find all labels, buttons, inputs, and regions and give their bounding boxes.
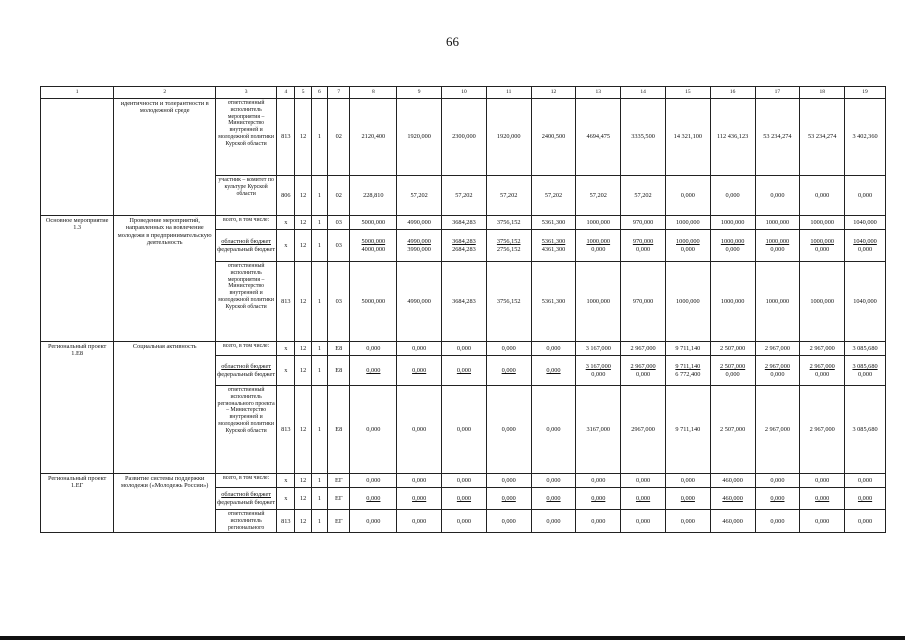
- year-amount-cell: 0,000: [845, 176, 886, 216]
- column-header-11: 11: [486, 87, 531, 99]
- regional-amount: 1000,000: [676, 238, 700, 246]
- year-amount-cell: 57,202: [486, 176, 531, 216]
- regional-budget-label: областной бюджет: [221, 363, 271, 371]
- year-amount-cell: 3 085,680: [845, 342, 886, 356]
- section-cell: 12: [295, 262, 311, 342]
- regional-amount: 3684,283: [452, 238, 476, 246]
- year-amount-cell: [576, 488, 621, 510]
- year-amount-cell: 2 967,000: [755, 386, 800, 474]
- regional-amount: 970,000: [632, 238, 654, 246]
- year-amount-cell: 0,000: [397, 386, 442, 474]
- funding-source-cell: [216, 488, 277, 510]
- executor-cell: всего, в том числе:: [216, 216, 277, 230]
- year-amount-cell: 3756,152: [486, 262, 531, 342]
- table-row: [41, 474, 886, 488]
- year-amount-cell: 5361,300: [531, 262, 576, 342]
- column-header-18: 18: [800, 87, 845, 99]
- activity-code-cell: Региональный проект 1.ЕГ: [41, 474, 114, 533]
- year-amount-cell: 1000,000: [755, 216, 800, 230]
- regional-amount: 0,000: [412, 494, 427, 502]
- subsection-cell: 1: [311, 262, 327, 342]
- section-cell: 12: [295, 386, 311, 474]
- year-amount-cell: [800, 230, 845, 262]
- regional-amount: 5000,000: [361, 238, 386, 246]
- column-header-1: 1: [41, 87, 114, 99]
- subsection-cell: 1: [311, 474, 327, 488]
- activity-code-cell: Основное мероприятие 1.3: [41, 216, 114, 342]
- regional-amount: 5361,300: [541, 238, 566, 246]
- year-amount-cell: 2 967,000: [621, 342, 666, 356]
- federal-amount: 0,000: [857, 370, 873, 378]
- year-amount-cell: 2120,400: [350, 99, 397, 176]
- table-row: [41, 342, 886, 356]
- year-amount-cell: 2 507,000: [710, 342, 755, 356]
- subsection-cell: 1: [311, 386, 327, 474]
- year-amount-cell: 970,000: [621, 262, 666, 342]
- year-amount-cell: 0,000: [710, 176, 755, 216]
- federal-amount: 0,000: [635, 370, 651, 378]
- regional-amount: 0,000: [857, 494, 873, 502]
- year-amount-cell: 2400,500: [531, 99, 576, 176]
- year-amount-cell: 1000,000: [665, 216, 710, 230]
- gr-code-cell: х: [277, 230, 295, 262]
- activity-code-cell: Региональный проект 1.Е8: [41, 342, 114, 474]
- activity-name-cell: Социальная активность: [114, 342, 216, 474]
- subsection-cell: 1: [311, 488, 327, 510]
- page-number: 66: [446, 34, 459, 49]
- regional-amount: 0,000: [680, 494, 695, 502]
- regional-budget-label: областной бюджет: [221, 491, 271, 499]
- year-amount-cell: 0,000: [576, 510, 621, 533]
- regional-amount: 1000,000: [586, 238, 611, 246]
- year-amount-cell: 1040,000: [845, 216, 886, 230]
- regional-amount: 460,000: [722, 494, 743, 502]
- year-amount-cell: [442, 230, 487, 262]
- gr-code-cell: 813: [277, 510, 295, 533]
- year-amount-cell: 0,000: [442, 474, 487, 488]
- regional-amount: 2 967,000: [809, 363, 835, 371]
- column-header-10: 10: [442, 87, 487, 99]
- subsection-cell: 1: [311, 356, 327, 386]
- column-header-16: 16: [710, 87, 755, 99]
- federal-amount: 0,000: [591, 370, 606, 378]
- year-amount-cell: 0,000: [665, 510, 710, 533]
- program-code-cell: ЕГ: [328, 474, 350, 488]
- gr-code-cell: 813: [277, 99, 295, 176]
- column-header-17: 17: [755, 87, 800, 99]
- executor-cell: ответственный исполнитель мероприятия – Министерство внутренней и молодежной политики Курской области: [216, 262, 277, 342]
- year-amount-cell: [621, 488, 666, 510]
- regional-amount: 3 085,680: [852, 363, 878, 371]
- year-amount-cell: 0,000: [531, 510, 576, 533]
- regional-amount: 0,000: [501, 494, 516, 502]
- year-amount-cell: 4694,475: [576, 99, 621, 176]
- executor-cell: всего, в том числе:: [216, 474, 277, 488]
- year-amount-cell: 0,000: [486, 510, 531, 533]
- year-amount-cell: 1920,000: [397, 99, 442, 176]
- executor-cell: участник – комитет по культуре Курской области: [216, 176, 277, 216]
- year-amount-cell: [486, 230, 531, 262]
- subsection-cell: 1: [311, 216, 327, 230]
- gr-code-cell: 813: [277, 386, 295, 474]
- regional-amount: 0,000: [501, 366, 516, 374]
- year-amount-cell: [397, 356, 442, 386]
- column-header-4: 4: [277, 87, 295, 99]
- year-amount-cell: 460,000: [710, 474, 755, 488]
- year-amount-cell: 3756,152: [486, 216, 531, 230]
- year-amount-cell: [710, 488, 755, 510]
- year-amount-cell: 2 507,000: [710, 386, 755, 474]
- year-amount-cell: 5000,000: [350, 262, 397, 342]
- regional-amount: 0,000: [366, 366, 381, 374]
- year-amount-cell: 2967,000: [621, 386, 666, 474]
- year-amount-cell: 3167,000: [576, 386, 621, 474]
- gr-code-cell: х: [277, 216, 295, 230]
- federal-amount: 0,000: [770, 370, 785, 378]
- subsection-cell: 1: [311, 230, 327, 262]
- federal-amount: 2756,152: [496, 245, 521, 253]
- column-header-5: 5: [295, 87, 311, 99]
- year-amount-cell: 9 711,140: [665, 386, 710, 474]
- activity-code-cell: [41, 99, 114, 216]
- federal-amount: 4000,000: [361, 245, 386, 253]
- section-cell: 12: [295, 99, 311, 176]
- year-amount-cell: 5361,300: [531, 216, 576, 230]
- regional-budget-label: областной бюджет: [221, 238, 271, 246]
- regional-amount: 0,000: [412, 366, 427, 374]
- year-amount-cell: 0,000: [397, 474, 442, 488]
- federal-amount: 0,000: [815, 245, 830, 253]
- column-header-3: 3: [216, 87, 277, 99]
- year-amount-cell: 3 085,680: [845, 386, 886, 474]
- funding-source-cell: [216, 356, 277, 386]
- year-amount-cell: 1040,000: [845, 262, 886, 342]
- year-amount-cell: [397, 488, 442, 510]
- program-code-cell: Е8: [328, 342, 350, 356]
- executor-cell: ответственный исполнитель регионального: [216, 510, 277, 533]
- year-amount-cell: 53 234,274: [755, 99, 800, 176]
- section-cell: 12: [295, 510, 311, 533]
- year-amount-cell: [710, 230, 755, 262]
- regional-amount: 0,000: [366, 494, 381, 502]
- gr-code-cell: х: [277, 356, 295, 386]
- year-amount-cell: [486, 488, 531, 510]
- year-amount-cell: 2300,000: [442, 99, 487, 176]
- regional-amount: 1000,000: [720, 238, 745, 246]
- year-amount-cell: [845, 356, 886, 386]
- program-code-cell: 03: [328, 230, 350, 262]
- column-header-2: 2: [114, 87, 216, 99]
- year-amount-cell: [350, 230, 397, 262]
- year-amount-cell: [755, 488, 800, 510]
- year-amount-cell: 112 436,123: [710, 99, 755, 176]
- year-amount-cell: 9 711,140: [665, 342, 710, 356]
- year-amount-cell: [531, 356, 576, 386]
- year-amount-cell: 53 234,274: [800, 99, 845, 176]
- year-amount-cell: [486, 356, 531, 386]
- year-amount-cell: [442, 488, 487, 510]
- subsection-cell: 1: [311, 176, 327, 216]
- year-amount-cell: [845, 488, 886, 510]
- gr-code-cell: х: [277, 488, 295, 510]
- scan-edge: [0, 636, 905, 640]
- year-amount-cell: 0,000: [531, 342, 576, 356]
- section-cell: 12: [295, 488, 311, 510]
- year-amount-cell: 1000,000: [800, 262, 845, 342]
- regional-amount: 2 507,000: [720, 363, 746, 371]
- regional-amount: 9 711,140: [675, 363, 701, 371]
- year-amount-cell: 1000,000: [755, 262, 800, 342]
- program-code-cell: 02: [328, 176, 350, 216]
- federal-amount: 6 772,400: [675, 370, 701, 378]
- column-header-9: 9: [397, 87, 442, 99]
- year-amount-cell: [531, 488, 576, 510]
- section-cell: 12: [295, 342, 311, 356]
- federal-amount: 0,000: [815, 370, 830, 378]
- year-amount-cell: 57,202: [576, 176, 621, 216]
- year-amount-cell: [755, 356, 800, 386]
- federal-amount: 2684,283: [452, 245, 476, 253]
- table-row: [41, 216, 886, 230]
- year-amount-cell: 0,000: [665, 474, 710, 488]
- year-amount-cell: 0,000: [576, 474, 621, 488]
- subsection-cell: 1: [311, 510, 327, 533]
- year-amount-cell: 0,000: [397, 342, 442, 356]
- year-amount-cell: 0,000: [665, 176, 710, 216]
- year-amount-cell: [576, 356, 621, 386]
- section-cell: 12: [295, 230, 311, 262]
- year-amount-cell: 0,000: [350, 474, 397, 488]
- year-amount-cell: [621, 230, 666, 262]
- federal-amount: 0,000: [770, 245, 785, 253]
- year-amount-cell: 1000,000: [710, 262, 755, 342]
- year-amount-cell: 0,000: [350, 342, 397, 356]
- year-amount-cell: [350, 488, 397, 510]
- year-amount-cell: 0,000: [800, 510, 845, 533]
- year-amount-cell: 0,000: [800, 474, 845, 488]
- year-amount-cell: 57,202: [397, 176, 442, 216]
- federal-amount: 0,000: [635, 245, 651, 253]
- year-amount-cell: 0,000: [531, 386, 576, 474]
- year-amount-cell: 4990,000: [397, 216, 442, 230]
- year-amount-cell: [800, 488, 845, 510]
- regional-amount: 4990,000: [407, 238, 431, 246]
- year-amount-cell: 0,000: [531, 474, 576, 488]
- activity-name-cell: Развитие системы поддержки молодежи («Молодежь России»): [114, 474, 216, 533]
- year-amount-cell: 2 967,000: [800, 342, 845, 356]
- program-code-cell: Е8: [328, 386, 350, 474]
- program-code-cell: ЕГ: [328, 488, 350, 510]
- year-amount-cell: 0,000: [755, 474, 800, 488]
- regional-amount: 3 167,000: [585, 363, 611, 371]
- regional-amount: 2 967,000: [764, 363, 790, 371]
- year-amount-cell: [397, 230, 442, 262]
- year-amount-cell: 2 967,000: [800, 386, 845, 474]
- federal-amount: 0,000: [591, 245, 606, 253]
- federal-amount: 4361,300: [541, 245, 566, 253]
- year-amount-cell: 1000,000: [710, 216, 755, 230]
- budget-table: [40, 86, 886, 533]
- regional-amount: 2 967,000: [630, 363, 656, 371]
- regional-amount: 3756,152: [496, 238, 521, 246]
- year-amount-cell: [621, 356, 666, 386]
- regional-amount: 1040,000: [853, 238, 877, 246]
- header-row: [41, 87, 886, 99]
- year-amount-cell: 0,000: [486, 342, 531, 356]
- section-cell: 12: [295, 474, 311, 488]
- year-amount-cell: 1920,000: [486, 99, 531, 176]
- regional-amount: 0,000: [546, 494, 561, 502]
- year-amount-cell: 0,000: [442, 510, 487, 533]
- regional-amount: 0,000: [815, 494, 830, 502]
- year-amount-cell: 0,000: [486, 386, 531, 474]
- program-code-cell: 02: [328, 99, 350, 176]
- year-amount-cell: [442, 356, 487, 386]
- year-amount-cell: 0,000: [442, 342, 487, 356]
- year-amount-cell: 3684,283: [442, 216, 487, 230]
- year-amount-cell: 4990,000: [397, 262, 442, 342]
- year-amount-cell: 0,000: [755, 176, 800, 216]
- regional-amount: 0,000: [591, 494, 606, 502]
- gr-code-cell: х: [277, 342, 295, 356]
- subsection-cell: 1: [311, 99, 327, 176]
- regional-amount: 0,000: [770, 494, 785, 502]
- table-body: [41, 99, 886, 533]
- regional-amount: 1000,000: [810, 238, 834, 246]
- column-header-15: 15: [665, 87, 710, 99]
- federal-budget-label: федеральный бюджет: [217, 370, 276, 378]
- executor-cell: всего, в том числе:: [216, 342, 277, 356]
- subsection-cell: 1: [311, 342, 327, 356]
- federal-amount: 0,000: [725, 370, 740, 378]
- executor-cell: ответственный исполнитель мероприятия – Министерство внутренней и молодежной политики Курской области: [216, 99, 277, 176]
- year-amount-cell: 0,000: [800, 176, 845, 216]
- column-header-6: 6: [311, 87, 327, 99]
- year-amount-cell: 0,000: [350, 386, 397, 474]
- regional-amount: 0,000: [456, 366, 472, 374]
- funding-source-cell: [216, 230, 277, 262]
- year-amount-cell: 0,000: [350, 510, 397, 533]
- year-amount-cell: 0,000: [442, 386, 487, 474]
- activity-name-cell: идентичности и толерантности в молодежной среде: [114, 99, 216, 216]
- column-header-7: 7: [328, 87, 350, 99]
- federal-amount: 3990,000: [407, 245, 431, 253]
- year-amount-cell: 57,202: [621, 176, 666, 216]
- column-header-14: 14: [621, 87, 666, 99]
- year-amount-cell: [665, 230, 710, 262]
- year-amount-cell: [531, 230, 576, 262]
- program-code-cell: ЕГ: [328, 510, 350, 533]
- year-amount-cell: [576, 230, 621, 262]
- year-amount-cell: 57,202: [531, 176, 576, 216]
- year-amount-cell: [665, 356, 710, 386]
- year-amount-cell: 0,000: [845, 474, 886, 488]
- year-amount-cell: 3335,500: [621, 99, 666, 176]
- regional-amount: 0,000: [456, 494, 472, 502]
- gr-code-cell: 813: [277, 262, 295, 342]
- gr-code-cell: 806: [277, 176, 295, 216]
- year-amount-cell: [665, 488, 710, 510]
- section-cell: 12: [295, 356, 311, 386]
- year-amount-cell: [845, 230, 886, 262]
- section-cell: 12: [295, 216, 311, 230]
- year-amount-cell: 228,810: [350, 176, 397, 216]
- year-amount-cell: 2 967,000: [755, 342, 800, 356]
- year-amount-cell: 460,000: [710, 510, 755, 533]
- federal-amount: 0,000: [680, 245, 695, 253]
- federal-budget-label: федеральный бюджет: [217, 245, 276, 253]
- federal-amount: 0,000: [857, 245, 873, 253]
- year-amount-cell: 57,202: [442, 176, 487, 216]
- column-header-19: 19: [845, 87, 886, 99]
- column-header-13: 13: [576, 87, 621, 99]
- year-amount-cell: 0,000: [621, 474, 666, 488]
- year-amount-cell: [800, 356, 845, 386]
- year-amount-cell: 3 167,000: [576, 342, 621, 356]
- federal-amount: 0,000: [725, 245, 740, 253]
- year-amount-cell: 1000,000: [576, 262, 621, 342]
- regional-amount: 0,000: [546, 366, 561, 374]
- year-amount-cell: [350, 356, 397, 386]
- column-header-12: 12: [531, 87, 576, 99]
- year-amount-cell: [755, 230, 800, 262]
- year-amount-cell: 0,000: [755, 510, 800, 533]
- year-amount-cell: 0,000: [397, 510, 442, 533]
- executor-cell: ответственный исполнитель регионального проекта – Министерство внутренней и молодежной политики Курской области: [216, 386, 277, 474]
- activity-name-cell: Проведение мероприятий, направленных на вовлечение молодежи в предпринимательскую деятельность: [114, 216, 216, 342]
- year-amount-cell: 0,000: [621, 510, 666, 533]
- year-amount-cell: 0,000: [486, 474, 531, 488]
- year-amount-cell: [710, 356, 755, 386]
- federal-budget-label: федеральный бюджет: [217, 498, 276, 506]
- program-code-cell: 03: [328, 216, 350, 230]
- year-amount-cell: 1000,000: [800, 216, 845, 230]
- regional-amount: 0,000: [635, 494, 651, 502]
- year-amount-cell: 1000,000: [665, 262, 710, 342]
- year-amount-cell: 14 321,100: [665, 99, 710, 176]
- year-amount-cell: 3 402,360: [845, 99, 886, 176]
- year-amount-cell: 1000,000: [576, 216, 621, 230]
- regional-amount: 1000,000: [765, 238, 790, 246]
- year-amount-cell: 0,000: [845, 510, 886, 533]
- year-amount-cell: 5000,000: [350, 216, 397, 230]
- year-amount-cell: 970,000: [621, 216, 666, 230]
- program-code-cell: 03: [328, 262, 350, 342]
- gr-code-cell: х: [277, 474, 295, 488]
- year-amount-cell: 3684,283: [442, 262, 487, 342]
- program-code-cell: Е8: [328, 356, 350, 386]
- column-header-8: 8: [350, 87, 397, 99]
- section-cell: 12: [295, 176, 311, 216]
- table-row: [41, 99, 886, 176]
